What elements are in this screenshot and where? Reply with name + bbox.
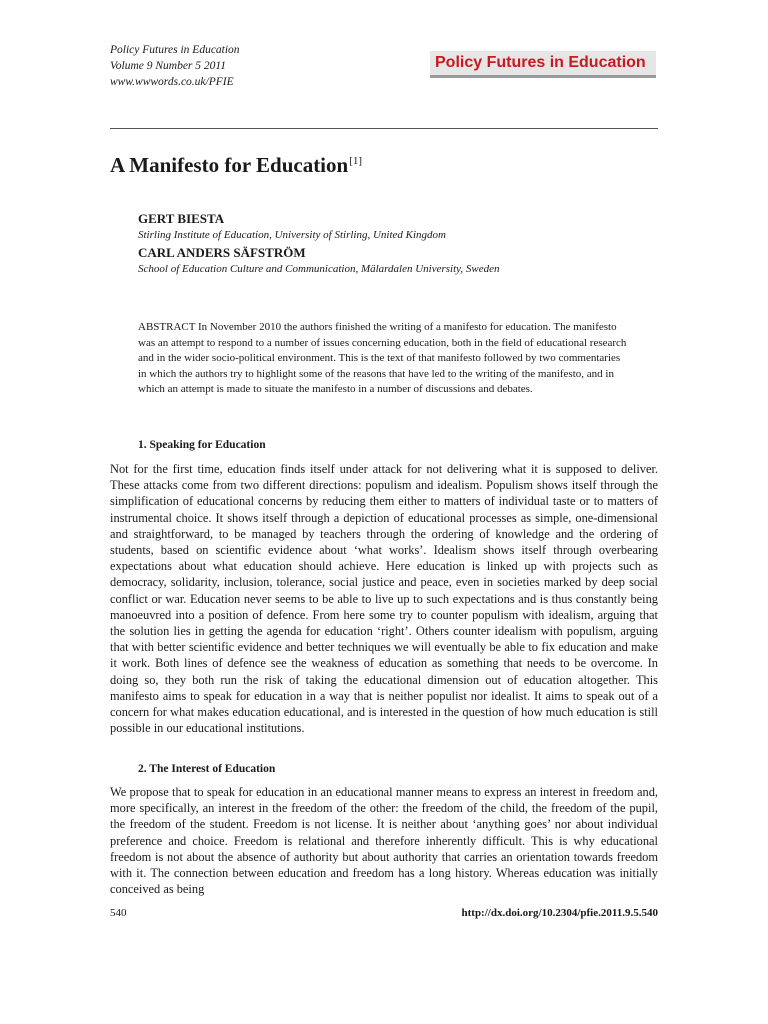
author-block [138, 210, 658, 278]
logo-text-part2: Futures [486, 54, 546, 71]
page-number: 540 [110, 907, 127, 919]
author-name: GERT BIESTA [138, 211, 225, 226]
header-divider [110, 128, 658, 129]
journal-meta [110, 42, 240, 90]
author-name: CARL ANDERS SÄFSTRÖM [138, 245, 306, 260]
abstract: ABSTRACT In November 2010 the authors finished the writing of a manifesto for education. The manifesto was an attempt to respond to a number of issues concerning education, both in the field of educational research and in the wider socio-political environment. This is the text of that manifesto followed by two commentaries in which the authors try to highlight some of the reasons that have led to the writing of the manifesto, and in which an attempt is made to situate the manifesto in a number of discussions and debates. [138, 321, 627, 396]
author-affiliation: School of Education Culture and Communication, Mälardalen University, Sweden [138, 263, 500, 275]
section-paragraph: Not for the first time, education finds itself under attack for not delivering what it is supposed to deliver. These attacks come from two different directions: populism and idealism. Populism shows itself through the simplification of educational concerns by reducing them either to matters of individual taste or to matters of instrumental choice. It shows itself through a depiction of educational processes as simple, one-dimensional and straightforward, to be managed by teachers through the ordering of knowledge and the ordering of students, based on scientific evidence about ‘what works’. Idealism shows itself through overbearing expectations about what education should achieve. Here education is linked up with projects such as democracy, solidarity, inclusion, tolerance, social justice and peace, even in societies marked by deep social conflict or war. Education never seems to be able to live up to such expectations and is thus constantly being manoeuvred into a position of defence. From here some try to counter populism with idealism, arguing that the solution lies in getting the agenda for education ‘right’. Others counter idealism with populism, arguing that with better scientific evidence and better techniques we will eventually be able to fix education and make it work. Both lines of defence see the weakness of education as something that needs to be overcome. In doing so, they both run the risk of taking the educational dimension out of education altogether. This manifesto aims to speak for education in a way that is neither populist nor idealist. It aims to speak out of a concern for what makes education educational, and is interested in the question of how much education is still possible in our educational institutions. [110, 462, 658, 736]
title-footnote-ref[interactable]: [1] [349, 155, 363, 167]
logo-text-part3: in Education [545, 54, 646, 71]
author-affiliation: Stirling Institute of Education, University of Stirling, United Kingdom [138, 229, 446, 241]
section-heading: 2. The Interest of Education [138, 763, 276, 775]
journal-volume: Volume 9 Number 5 2011 [110, 60, 227, 72]
journal-name: Policy Futures in Education [110, 44, 240, 56]
section-paragraph: We propose that to speak for education in an educational manner means to express an interest in freedom and, more specifically, an interest in the freedom of the other: the freedom of the child, the freedom of the pupil, the freedom of the student. Freedom is not license. It is neither about ‘anything goes’ nor about individual preference and choice. Freedom is relational and therefore inherently difficult. This is why educational freedom is not about the absence of authority but about authority that carries an orientation towards freedom with it. The connection between education and freedom has a long history. Whereas education was initially conceived as being [110, 785, 658, 897]
article-title [110, 153, 362, 178]
article-title-text: A Manifesto for Education [110, 153, 349, 177]
section-heading: 1. Speaking for Education [138, 439, 266, 451]
logo-text-part1: Policy [435, 54, 487, 71]
journal-logo [430, 51, 656, 78]
doi-link[interactable]: http://dx.doi.org/10.2304/pfie.2011.9.5.540 [461, 907, 658, 919]
journal-url[interactable]: www.wwwords.co.uk/PFIE [110, 76, 234, 88]
